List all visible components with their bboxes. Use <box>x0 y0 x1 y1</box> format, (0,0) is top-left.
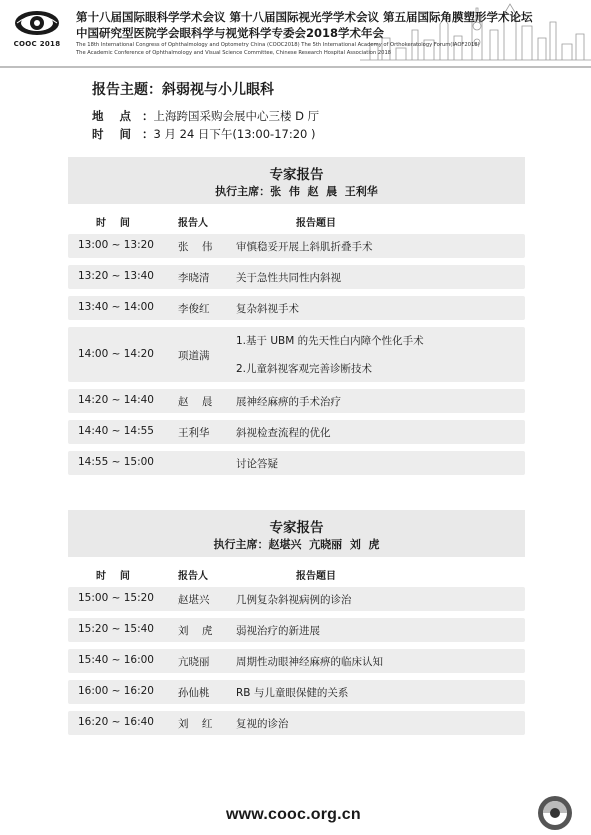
row-title: 几例复杂斜视病例的诊治 <box>236 594 352 606</box>
row-time: 14:20 ~ 14:40 <box>78 394 154 406</box>
column-headers <box>68 204 525 234</box>
table-row <box>68 265 525 289</box>
session-block-2 <box>68 510 525 742</box>
table-row <box>68 296 525 320</box>
row-speaker: 赵堪兴 <box>178 594 210 606</box>
time-label: 时 间 <box>92 127 132 141</box>
logo-text: COOC 2018 <box>13 40 61 48</box>
row-title: 关于急性共同性内斜视 <box>236 272 341 284</box>
row-time: 14:00 ~ 14:20 <box>78 348 154 360</box>
cooc-emblem-icon <box>533 793 577 833</box>
page-header <box>0 0 591 66</box>
table-row <box>68 389 525 413</box>
schedule-list <box>68 234 525 475</box>
row-title: 审慎稳妥开展上斜肌折叠手术 <box>236 241 373 253</box>
column-header-time: 时 间 <box>96 218 130 229</box>
row-time: 15:20 ~ 15:40 <box>78 623 154 635</box>
row-time: 13:00 ~ 13:20 <box>78 239 154 251</box>
session-block-1 <box>68 157 525 482</box>
table-row <box>68 327 525 382</box>
row-title: 斜视检查流程的优化 <box>236 427 331 439</box>
table-row <box>68 680 525 704</box>
row-title: 2.儿童斜视客观完善诊断技术 <box>236 363 373 375</box>
header-title-line2: 中国研究型医院学会眼科学与视觉科学专委会2018学术年会 <box>76 26 385 40</box>
column-header-time: 时 间 <box>96 571 130 582</box>
row-speaker: 刘 红 <box>178 718 213 730</box>
table-row <box>68 420 525 444</box>
header-english-line2: The Academic Conference of Ophthalmology and Visual Science Committee, Chinese Research Hospital Association 2018 <box>76 50 392 56</box>
row-speaker: 李俊红 <box>178 303 210 315</box>
column-header-speaker: 报告人 <box>178 571 208 582</box>
column-header-title: 报告题目 <box>296 218 336 229</box>
chair-label: 执行主席： <box>213 538 269 551</box>
time-value: 3 月 24 日下午(13:00-17:20 ) <box>153 127 316 141</box>
row-speaker: 项道满 <box>178 350 210 362</box>
chair-label: 执行主席： <box>215 185 271 198</box>
column-header-title: 报告题目 <box>296 571 336 582</box>
location-value: 上海跨国采购会展中心三楼 D 厅 <box>153 109 320 123</box>
row-time: 13:20 ~ 13:40 <box>78 270 154 282</box>
table-row <box>68 451 525 475</box>
row-title: 复杂斜视手术 <box>236 303 299 315</box>
session-chair <box>68 536 525 552</box>
row-time: 16:20 ~ 16:40 <box>78 716 154 728</box>
row-time: 13:40 ~ 14:00 <box>78 301 154 313</box>
chair-names: 赵堪兴 亢晓丽 刘 虎 <box>268 538 380 551</box>
row-title: 1.基于 UBM 的先天性白内障个性化手术 <box>236 335 424 347</box>
row-title: 展神经麻痹的手术治疗 <box>236 396 341 408</box>
row-time: 16:00 ~ 16:20 <box>78 685 154 697</box>
row-time: 14:55 ~ 15:00 <box>78 456 154 468</box>
cooc-logo <box>12 8 62 50</box>
session-title: 专家报告 <box>269 520 324 536</box>
header-divider <box>0 66 591 68</box>
table-row <box>68 234 525 258</box>
row-title: 周期性动眼神经麻痹的临床认知 <box>236 656 383 668</box>
row-time: 14:40 ~ 14:55 <box>78 425 154 437</box>
header-title-line1: 第十八届国际眼科学学术会议 第十八届国际视光学学术会议 第五届国际角膜塑形学术论坛 <box>76 10 533 24</box>
row-title: 复视的诊治 <box>236 718 289 730</box>
session-title: 专家报告 <box>269 167 324 183</box>
header-english-line1: The 18th International Congress of Ophthalmology and Optometry China (COOC2018) The 5th International Academy of Orthokeratology Forum(IAOF2018) <box>76 42 480 48</box>
session-chair <box>68 183 525 199</box>
session-header <box>68 157 525 204</box>
row-title: RB 与儿童眼保健的关系 <box>236 687 349 699</box>
row-speaker: 刘 虎 <box>178 625 213 637</box>
column-headers <box>68 557 525 587</box>
table-row <box>68 587 525 611</box>
row-speaker: 张 伟 <box>178 241 213 253</box>
session-header <box>68 510 525 557</box>
chair-names: 张 伟 赵 晨 王利华 <box>270 185 378 198</box>
location-label: 地 点 <box>92 109 132 123</box>
table-row <box>68 618 525 642</box>
location-row: 地 点 ：上海跨国采购会展中心三楼 D 厅 <box>92 109 320 123</box>
row-speaker: 亢晓丽 <box>178 656 210 668</box>
cooc-eye-logo-icon <box>12 8 62 40</box>
row-speaker: 王利华 <box>178 427 210 439</box>
table-row <box>68 711 525 735</box>
table-row <box>68 649 525 673</box>
schedule-list <box>68 587 525 735</box>
page-title: 报告主题：斜弱视与小儿眼科 <box>92 82 274 98</box>
row-time: 15:00 ~ 15:20 <box>78 592 154 604</box>
row-title: 弱视治疗的新进展 <box>236 625 320 637</box>
row-speaker: 李晓清 <box>178 272 210 284</box>
footer-website-link[interactable]: www.cooc.org.cn <box>226 806 361 823</box>
time-row: 时 间 ：3 月 24 日下午(13:00-17:20 ) <box>92 127 316 141</box>
row-time: 15:40 ~ 16:00 <box>78 654 154 666</box>
row-title: 讨论答疑 <box>236 458 278 470</box>
row-speaker: 赵 晨 <box>178 396 213 408</box>
row-speaker: 孙仙桃 <box>178 687 210 699</box>
column-header-speaker: 报告人 <box>178 218 208 229</box>
